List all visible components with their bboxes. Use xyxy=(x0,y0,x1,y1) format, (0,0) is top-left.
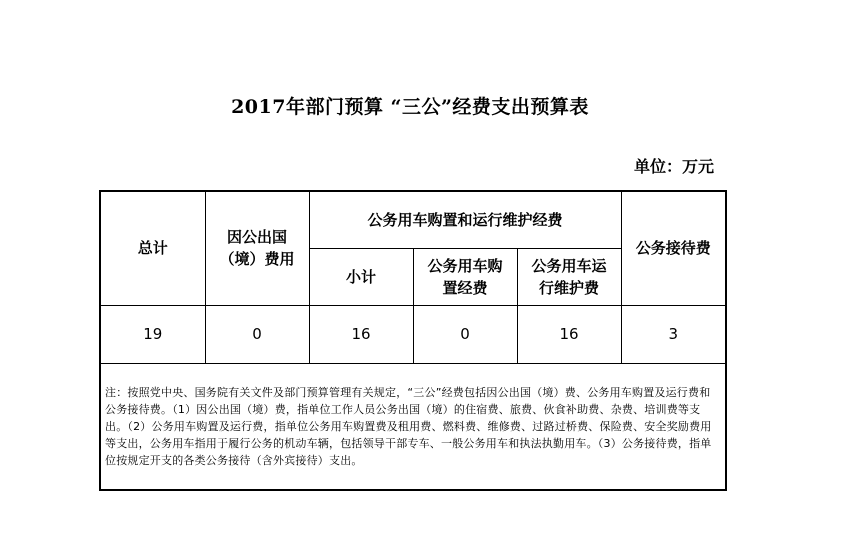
header-total: 总计 xyxy=(100,191,205,305)
header-reception: 公务接待费 xyxy=(621,191,726,305)
unit-label: 单位：万元 xyxy=(633,157,714,176)
value-vehicle-purchase: 0 xyxy=(413,305,517,363)
value-reception: 3 xyxy=(621,305,726,363)
header-abroad: 因公出国（境）费用 xyxy=(205,191,309,305)
header-vehicle-operation: 公务用车运行维护费 xyxy=(517,248,621,305)
value-total: 19 xyxy=(100,305,205,363)
value-vehicle-operation: 16 xyxy=(517,305,621,363)
value-abroad: 0 xyxy=(205,305,309,363)
page-title: 2017年部门预算 “三公”经费支出预算表 xyxy=(231,96,589,118)
header-vehicle-group: 公务用车购置和运行维护经费 xyxy=(309,191,621,248)
value-subtotal: 16 xyxy=(309,305,413,363)
header-subtotal: 小计 xyxy=(309,248,413,305)
header-vehicle-purchase: 公务用车购置经费 xyxy=(413,248,517,305)
footnote: 注：按照党中央、国务院有关文件及部门预算管理有关规定，“三公”经费包括因公出国（境）费、公务用车购置及运行费和公务接待费。（1）因公出国（境）费，指单位工作人员公务出国（境）的住宿费、旅费、伙食补助费、杂费、培训费等支出。（2）公务用车购置及运行费，指单位公务用车购置费及租用费、燃料费、维修费、过路过桥费、保险费、安全奖励费用等支出，公务用车指用于履行公务的机动车辆，包括领导干部专车、一般公务用车和执法执勤用车。（3）公务接待费，指单位按规定开支的各类公务接待（含外宾接待）支出。 xyxy=(100,363,726,490)
budget-table xyxy=(99,190,727,491)
